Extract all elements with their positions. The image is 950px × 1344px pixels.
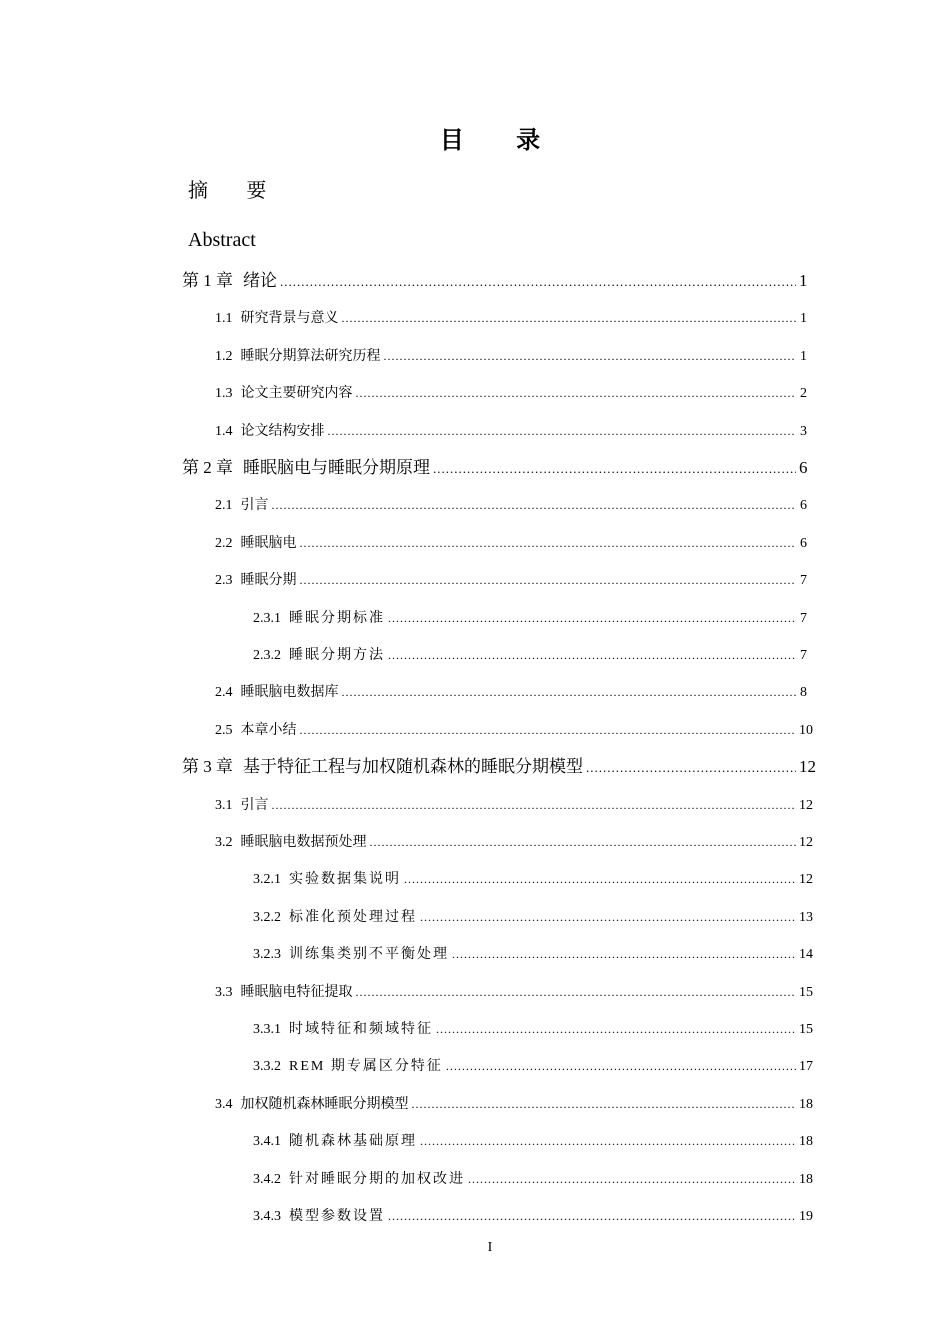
toc-entry-page: 15 <box>799 1022 813 1037</box>
toc-entry-page: 8 <box>800 685 807 701</box>
dot-leader <box>356 377 797 409</box>
toc-entry-label: 时域特征和频域特征 <box>289 1022 433 1037</box>
toc-entry[interactable] <box>253 1013 813 1045</box>
toc-entry-page: 1 <box>800 311 807 327</box>
dot-leader <box>436 1013 796 1045</box>
toc-entry-number: 3.2.3 <box>253 947 281 963</box>
toc-entry[interactable] <box>182 452 807 484</box>
toc-entry-number: 1.2 <box>215 348 233 364</box>
dot-leader <box>300 564 797 596</box>
dot-leader <box>388 639 796 671</box>
toc-entry-page: 12 <box>799 835 813 850</box>
toc-entry-number: 3.4.3 <box>253 1209 281 1224</box>
toc-entry-label: 实验数据集说明 <box>289 872 401 888</box>
toc-entry[interactable] <box>215 976 813 1008</box>
toc-entry-label: 睡眠分期算法研究历程 <box>240 348 381 364</box>
toc-entry-label: 睡眠分期方法 <box>289 648 385 663</box>
toc-entry[interactable] <box>215 527 807 559</box>
toc-entry-number: 2.1 <box>215 498 233 514</box>
dot-leader <box>370 826 797 858</box>
toc-entry-number: 2.3.2 <box>253 648 281 663</box>
toc-entry-number: 1.1 <box>215 311 233 327</box>
dot-leader <box>272 489 797 521</box>
toc-entry[interactable] <box>215 1088 813 1120</box>
toc-entry[interactable] <box>215 564 807 596</box>
toc-entry-label: 睡眠分期 <box>240 573 297 589</box>
toc-entry-label: 针对睡眠分期的加权改进 <box>289 1171 465 1187</box>
toc-entry-page: 3 <box>800 423 807 439</box>
toc-entry-number: 第 2 章 <box>182 458 233 477</box>
dot-leader <box>388 602 796 634</box>
toc-entry-label: 基于特征工程与加权随机森林的睡眠分期模型 <box>243 757 583 778</box>
toc-entry-label: 论文结构安排 <box>240 423 325 439</box>
toc-entry-page: 6 <box>799 458 808 477</box>
toc-entry-label: 引言 <box>240 498 269 514</box>
toc-entry-label: 睡眠脑电数据预处理 <box>240 835 367 850</box>
toc-entry-page: 13 <box>799 909 813 925</box>
toc-entry-number: 第 3 章 <box>182 757 233 777</box>
toc-entry-number: 1.3 <box>215 386 233 402</box>
toc-entry-label: 睡眠分期标准 <box>289 610 385 626</box>
toc-entry-label: 加权随机森林睡眠分期模型 <box>240 1096 409 1112</box>
toc-entry[interactable] <box>253 938 813 970</box>
toc-entry-abstract-en[interactable]: Abstract <box>188 229 256 251</box>
toc-entry[interactable] <box>215 377 807 409</box>
toc-entry-number: 2.3 <box>215 573 233 589</box>
toc-entry-label: 睡眠脑电 <box>240 535 297 551</box>
toc-entry[interactable] <box>215 714 813 746</box>
toc-entry-page: 10 <box>799 722 813 738</box>
dot-leader <box>328 415 797 447</box>
toc-entry[interactable] <box>253 1163 813 1195</box>
toc-entry-number: 3.2.1 <box>253 872 281 888</box>
dot-leader <box>280 266 796 298</box>
toc-entry-label: 绪论 <box>243 271 277 291</box>
dot-leader <box>468 1163 796 1195</box>
dot-leader <box>356 976 797 1008</box>
toc-entry-page: 18 <box>799 1096 813 1112</box>
dot-leader <box>300 527 797 559</box>
toc-entry-number: 3.4.1 <box>253 1134 281 1150</box>
toc-entry-label: 睡眠脑电数据库 <box>240 685 339 701</box>
toc-entry-number: 3.3 <box>215 984 233 1000</box>
dot-leader <box>446 1050 796 1082</box>
toc-entry[interactable] <box>253 1050 813 1082</box>
toc-entry-page: 1 <box>800 348 807 364</box>
toc-entry-page: 2 <box>800 386 807 402</box>
dot-leader <box>420 1125 796 1157</box>
toc-entry-number: 3.2.2 <box>253 909 281 925</box>
toc-entry-page: 15 <box>799 984 813 1000</box>
dot-leader <box>586 752 796 784</box>
toc-entry-page: 18 <box>799 1171 813 1187</box>
toc-entry[interactable] <box>215 340 807 372</box>
toc-entry-number: 3.3.2 <box>253 1059 281 1075</box>
toc-entry[interactable] <box>182 265 807 297</box>
toc-entry[interactable] <box>182 751 816 783</box>
toc-entry-page: 7 <box>800 648 807 663</box>
dot-leader <box>384 340 797 372</box>
toc-entry-number: 2.4 <box>215 685 233 701</box>
toc-entry-number: 3.4 <box>215 1096 233 1112</box>
dot-leader <box>404 863 796 895</box>
page-number: I <box>487 1240 493 1255</box>
dot-leader <box>342 676 797 708</box>
dot-leader <box>388 1200 796 1232</box>
toc-entry-number: 3.2 <box>215 835 233 850</box>
dot-leader <box>272 789 797 821</box>
toc-entry-page: 18 <box>799 1134 813 1150</box>
toc-entry[interactable] <box>215 826 813 858</box>
toc-entry-label: 睡眠脑电与睡眠分期原理 <box>243 458 430 478</box>
toc-entry[interactable] <box>215 676 807 708</box>
toc-entry-page: 12 <box>799 872 813 888</box>
toc-entry-number: 2.3.1 <box>253 610 281 626</box>
toc-entry-label: 模型参数设置 <box>289 1209 385 1224</box>
toc-entry-number: 第 1 章 <box>182 271 233 290</box>
toc-entry-number: 3.4.2 <box>253 1171 281 1187</box>
toc-entry-page: 6 <box>800 498 807 514</box>
toc-title: 目 录 <box>439 126 563 154</box>
toc-entry-label: 随机森林基础原理 <box>289 1134 417 1150</box>
dot-leader <box>420 901 796 933</box>
toc-entry[interactable] <box>253 863 813 895</box>
dot-leader <box>412 1088 797 1120</box>
toc-entry-number: 3.1 <box>215 797 233 813</box>
toc-entry[interactable] <box>253 602 807 634</box>
toc-entry-abstract-cn[interactable]: 摘 要 <box>188 178 283 202</box>
toc-entry-number: 2.5 <box>215 722 233 738</box>
toc-entry[interactable] <box>253 901 813 933</box>
toc-entry-label: 睡眠脑电特征提取 <box>240 984 353 1000</box>
toc-entry[interactable] <box>253 1125 813 1157</box>
toc-entry-label: 本章小结 <box>240 722 297 738</box>
toc-entry-label: 标准化预处理过程 <box>289 909 417 925</box>
toc-entry-page: 12 <box>799 757 816 777</box>
toc-entry-number: 1.4 <box>215 423 233 439</box>
dot-leader <box>433 453 796 485</box>
dot-leader <box>452 938 796 970</box>
toc-entry-label: 研究背景与意义 <box>240 311 339 327</box>
toc-entry-label: REM 期专属区分特征 <box>289 1059 443 1075</box>
toc-entry-page: 12 <box>799 797 813 813</box>
toc-entry-label: 引言 <box>240 797 269 813</box>
toc-entry[interactable] <box>215 789 813 821</box>
toc-entry-number: 2.2 <box>215 535 233 551</box>
toc-entry[interactable] <box>253 639 807 671</box>
toc-entry[interactable] <box>215 302 807 334</box>
toc-entry-page: 1 <box>799 271 808 290</box>
toc-entry-number: 3.3.1 <box>253 1022 281 1037</box>
toc-entry-page: 19 <box>799 1209 813 1224</box>
toc-entry[interactable] <box>253 1200 813 1232</box>
toc-entry-page: 17 <box>799 1059 813 1075</box>
toc-entry-page: 6 <box>800 535 807 551</box>
dot-leader <box>342 302 797 334</box>
toc-entry-label: 训练集类别不平衡处理 <box>289 947 449 963</box>
dot-leader <box>300 714 797 746</box>
toc-entry[interactable] <box>215 489 807 521</box>
toc-entry-page: 14 <box>799 947 813 963</box>
toc-entry-page: 7 <box>800 610 807 626</box>
toc-entry-page: 7 <box>800 573 807 589</box>
toc-entry[interactable] <box>215 415 807 447</box>
toc-entry-label: 论文主要研究内容 <box>240 386 353 402</box>
